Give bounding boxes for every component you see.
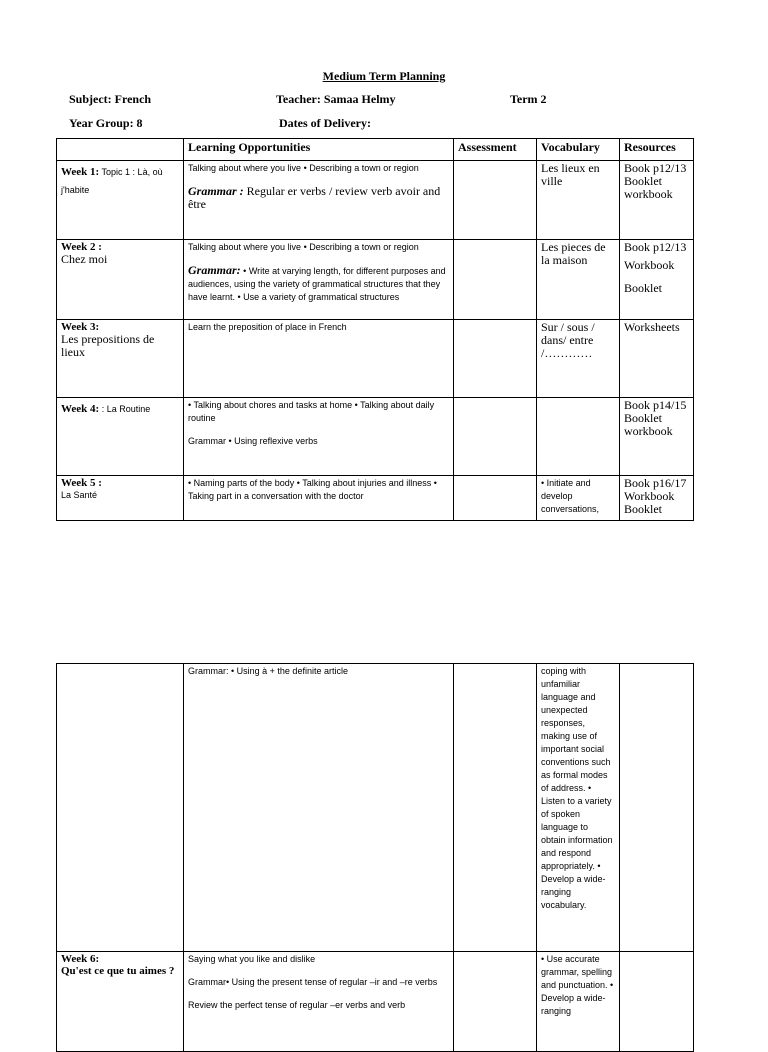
- week-topic: La Santé: [61, 490, 98, 500]
- assessment-cell: [454, 664, 537, 952]
- resources-cell: [620, 664, 694, 952]
- resource-item: Booklet: [624, 411, 662, 425]
- header-row: [57, 139, 694, 161]
- page-title: Medium Term Planning: [322, 69, 446, 83]
- resources-cell: [620, 320, 694, 398]
- vocabulary-cell: [537, 476, 620, 521]
- learning-text: Grammar: • Using à + the definite article: [188, 666, 348, 676]
- week-cell: [57, 161, 184, 240]
- table-row: [57, 398, 694, 476]
- resource-item: Book p12/13: [624, 161, 687, 175]
- vocabulary-cell: [537, 320, 620, 398]
- week-cell: [57, 240, 184, 320]
- learning-cell: [184, 664, 454, 952]
- term-label: Term 2: [510, 92, 547, 106]
- grammar-label: Grammar:: [188, 263, 241, 277]
- resource-item: Book p16/17: [624, 476, 687, 490]
- vocabulary-text: Sur / sous / dans/ entre /…………: [541, 320, 595, 360]
- resource-item: Worksheets: [624, 320, 680, 334]
- week-label: Week 5 :: [61, 477, 102, 489]
- table-row: [57, 952, 694, 1052]
- learning-text: • Talking about chores and tasks at home • Talking about daily routine: [188, 400, 435, 423]
- vocabulary-cell: [537, 664, 620, 952]
- resource-item: Booklet: [624, 281, 662, 295]
- vocabulary-text: Les pieces de la maison: [541, 240, 606, 267]
- resources-cell: [620, 161, 694, 240]
- learning-text: Learn the preposition of place in French: [188, 322, 347, 332]
- resources-cell: [620, 476, 694, 521]
- week-cell: [57, 952, 184, 1052]
- vocabulary-cell: [537, 952, 620, 1052]
- week-topic: Topic 1 : Là, où j'habite: [61, 167, 163, 195]
- year-group-label: Year Group: 8: [69, 116, 143, 130]
- week-topic: : La Routine: [99, 404, 151, 414]
- week-cell: [57, 398, 184, 476]
- table-row: [57, 240, 694, 320]
- learning-text: Talking about where you live • Describing a town or region: [188, 242, 419, 252]
- learning-cell: [184, 476, 454, 521]
- assessment-cell: [454, 476, 537, 521]
- learning-text: Saying what you like and dislike: [188, 954, 316, 964]
- assessment-cell: [454, 320, 537, 398]
- column-header: Resources: [620, 139, 694, 161]
- teacher-label: Teacher: Samaa Helmy: [276, 92, 396, 106]
- assessment-cell: [454, 161, 537, 240]
- week-label: Week 3:: [61, 321, 100, 333]
- grammar-text: Grammar • Using reflexive verbs: [188, 436, 318, 446]
- vocabulary-text: • Use accurate grammar, spelling and punctuation. • Develop a wide-ranging: [541, 954, 614, 1016]
- table-row: [57, 476, 694, 521]
- learning-cell: [184, 320, 454, 398]
- week-label: Week 2 :: [61, 241, 102, 253]
- assessment-cell: [454, 398, 537, 476]
- learning-cell: [184, 240, 454, 320]
- grammar-label: Grammar :: [188, 184, 244, 198]
- planning-table: [56, 138, 694, 521]
- week-topic: Les prepositions de lieux: [61, 332, 155, 359]
- week-label: Week 4:: [61, 403, 100, 415]
- resources-cell: [620, 240, 694, 320]
- vocabulary-text: coping with unfamiliar language and unexpected responses, making use of important social conventions such as formal modes of address. • Listen to a variety of spoken language to obtain information and respond appropriately. • Develop a wide-ranging vocabulary.: [541, 666, 613, 910]
- resource-item: Booklet: [624, 174, 662, 188]
- table-row: [57, 664, 694, 952]
- week-cell: [57, 664, 184, 952]
- table-row: [57, 161, 694, 240]
- resource-item: Book p14/15: [624, 398, 687, 412]
- week-cell: [57, 476, 184, 521]
- week-column-header: [57, 139, 184, 161]
- resource-item: workbook: [624, 424, 673, 438]
- grammar-text: Grammar• Using the present tense of regular –ir and –re verbs: [188, 977, 438, 987]
- resource-item: Book p12/13: [624, 240, 687, 254]
- grammar-text: • Write at varying length, for different purposes and audiences, using the variety of grammatical structures that they have learnt. • Use a variety of grammatical structures: [188, 266, 446, 302]
- week-label: Week 1:: [61, 166, 100, 178]
- resource-item: Workbook: [624, 489, 675, 503]
- vocabulary-text: Les lieux en ville: [541, 161, 600, 188]
- table-row: [57, 320, 694, 398]
- subject-label: Subject: French: [69, 92, 152, 106]
- column-header: Assessment: [454, 139, 537, 161]
- dates-label: Dates of Delivery:: [279, 116, 371, 130]
- planning-table-continued: [56, 663, 694, 1052]
- grammar-text: Regular er verbs / review verb avoir and être: [188, 184, 441, 211]
- week-topic: Qu'est ce que tu aimes ?: [61, 965, 175, 977]
- resources-cell: [620, 952, 694, 1052]
- assessment-cell: [454, 952, 537, 1052]
- vocabulary-cell: [537, 398, 620, 476]
- vocabulary-cell: [537, 240, 620, 320]
- resource-item: Workbook: [624, 258, 675, 272]
- learning-text: • Naming parts of the body • Talking about injuries and illness • Taking part in a conversation with the doctor: [188, 478, 437, 501]
- resources-cell: [620, 398, 694, 476]
- week-label: Week 6:: [61, 953, 100, 965]
- week-cell: [57, 320, 184, 398]
- learning-text: Talking about where you live • Describing a town or region: [188, 163, 419, 173]
- resource-item: Booklet: [624, 502, 662, 516]
- review-text: Review the perfect tense of regular –er verbs and verb: [188, 1000, 406, 1010]
- vocabulary-cell: [537, 161, 620, 240]
- learning-cell: [184, 398, 454, 476]
- learning-cell: [184, 952, 454, 1052]
- column-header: Vocabulary: [537, 139, 620, 161]
- resource-item: workbook: [624, 187, 673, 201]
- vocabulary-text: • Initiate and develop conversations,: [541, 478, 600, 514]
- column-header: Learning Opportunities: [184, 139, 454, 161]
- assessment-cell: [454, 240, 537, 320]
- week-topic: Chez moi: [61, 252, 108, 266]
- learning-cell: [184, 161, 454, 240]
